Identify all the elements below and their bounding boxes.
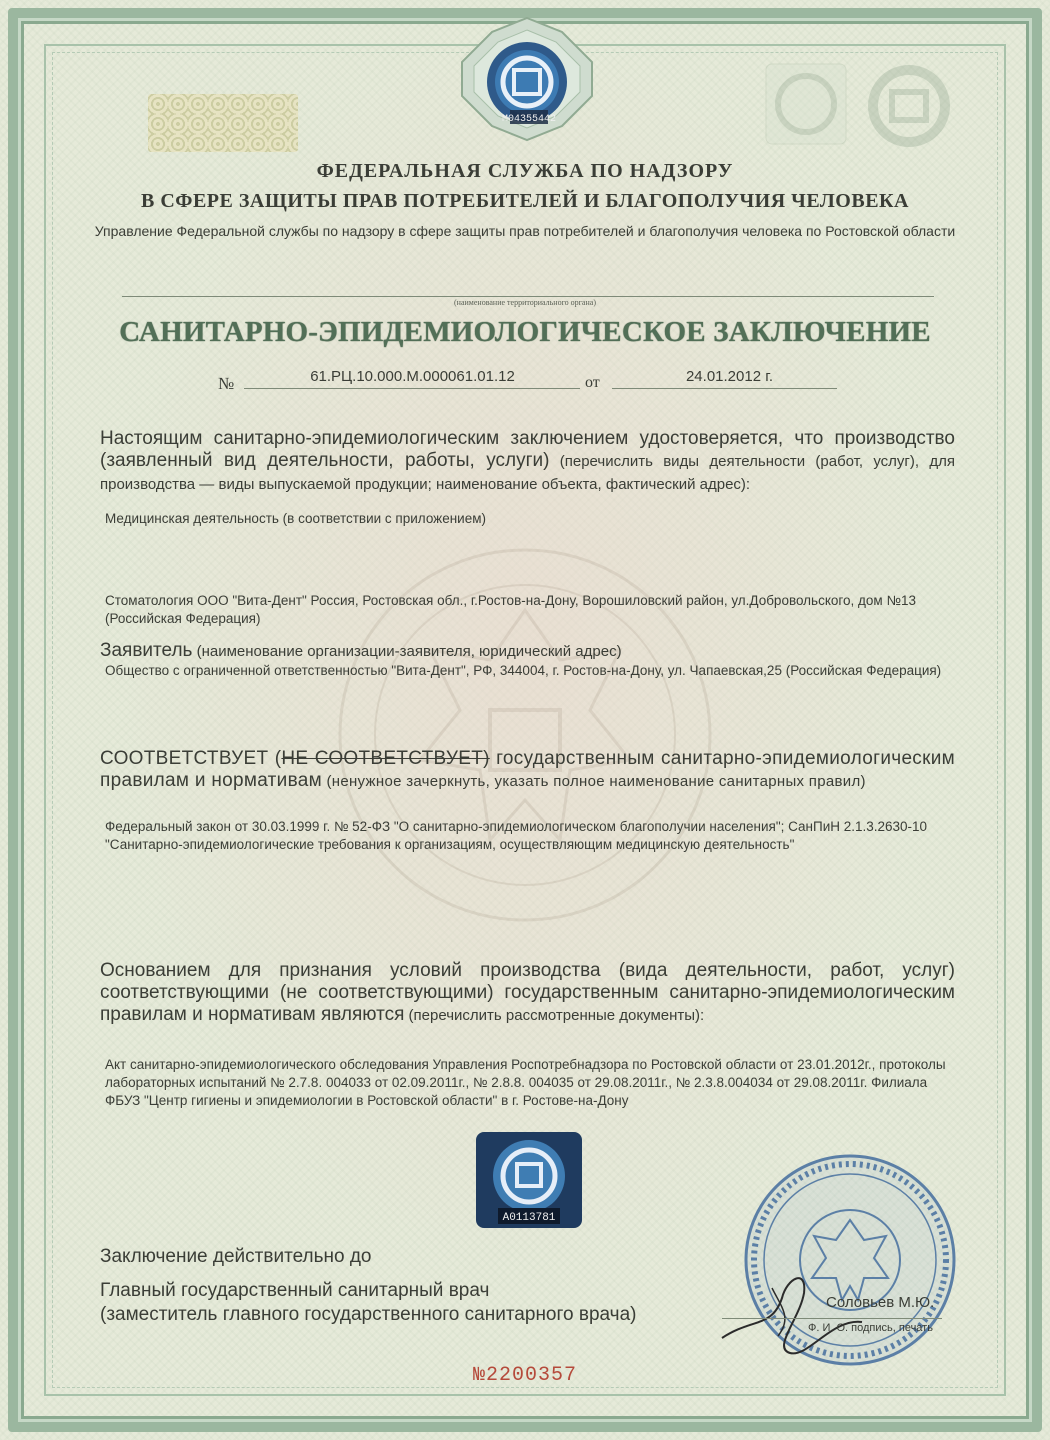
agency-name-line2: В СФЕРЕ ЗАЩИТЫ ПРАВ ПОТРЕБИТЕЛЕЙ И БЛАГОПОЛУЧИЯ ЧЕЛОВЕКА (141, 190, 909, 212)
deputy-chief-title: (заместитель главного государственного санитарного врача) (100, 1304, 637, 1325)
basis-paragraph (100, 960, 955, 1027)
organ-caption: (наименование территориального органа) (454, 298, 596, 307)
emblem-watermark-icon (764, 62, 954, 152)
valid-until-label: Заключение действительно до (100, 1246, 372, 1267)
basis-lead: Основанием для признания условий производства (вида деятельности, работ, услуг) соответствующими (не соответствующими) государственным санитарно-эпидемиологическим правилам и нормативам являются (100, 960, 955, 1025)
number-underline (244, 388, 580, 389)
certification-paragraph (100, 428, 955, 496)
basis-documents: Акт санитарно-эпидемиологического обследования Управления Роспотребнадзора по Ростовской области от 23.01.2012г., протоколы лабораторных испытаний № 2.7.8. 004033 от 02.09.2011г., № 2.8.8. 004035 от 29.08.2011г., № 2.3.8.004034 от 29.08.2011г. Филиала ФБУЗ "Центр гигиены и эпидемиологии в Ростовской области" в г. Ростове-на-Дону (105, 1057, 946, 1108)
date-label: от (585, 374, 600, 391)
hologram-seal-icon (452, 14, 602, 144)
signature-underline (722, 1318, 942, 1319)
document-title: САНИТАРНО-ЭПИДЕМИОЛОГИЧЕСКОЕ ЗАКЛЮЧЕНИЕ (119, 316, 931, 348)
signature-caption: Ф. И. О. подпись, печать (808, 1322, 933, 1334)
chief-doctor-title: Главный государственный санитарный врач (100, 1280, 490, 1301)
date-underline (612, 388, 837, 389)
conformity-rest: государственным санитарно-эпидемиологическим правилам и нормативам (100, 748, 955, 791)
number-label: № (218, 374, 235, 393)
sanitary-rules: Федеральный закон от 30.03.1999 г. № 52-ФЗ "О санитарно-эпидемиологическом благополучии населения"; СанПиН 2.1.3.2630-10 "Санитарно-эпидемиологические требования к организациям, осуществляющим медицинскую деятельность" (105, 819, 928, 852)
applicant-paragraph (100, 640, 955, 663)
hologram-mid-code: А0113781 (502, 1212, 556, 1224)
handwritten-signature-icon (712, 1258, 872, 1368)
conformity-paragraph (100, 748, 955, 793)
agency-name-line1: ФЕДЕРАЛЬНАЯ СЛУЖБА ПО НАДЗОРУ (316, 160, 734, 182)
applicant-value: Общество с ограниченной ответственностью "Вита-Дент", РФ, 344004, г. Ростов-на-Дону, ул. Чапаевская,25 (Российская Федерация) (105, 663, 942, 678)
object-address: Стоматология ООО "Вита-Дент" Россия, Ростовская обл., г.Ростов-на-Дону, Ворошиловский район, ул.Добровольского, дом №13 (Российская Федерация) (105, 593, 916, 626)
applicant-label: Заявитель (100, 640, 193, 661)
form-serial-number: №2200357 (472, 1364, 577, 1387)
guilloche-pattern (148, 94, 298, 152)
certification-hint: (перечислить виды деятельности (работ, услуг), для производства — виды выпускаемой продукции; наименование объекта, фактический адрес): (100, 453, 955, 493)
conformity-hint: (ненужное зачеркнуть, указать полное наименование санитарных правил) (321, 773, 866, 790)
document-number: 61.РЦ.10.000.М.000061.01.12 (310, 368, 515, 385)
hologram-sticker-icon (474, 1130, 584, 1230)
territorial-organ: Управление Федеральной службы по надзору в сфере защиты прав потребителей и благополучия человека по Ростовской области (94, 223, 956, 239)
conformity-struck: НЕ СООТВЕТСТВУЕТ) (281, 748, 490, 769)
applicant-hint: (наименование организации-заявителя, юридический адрес) (192, 643, 622, 660)
signer-name: Соловьев М.Ю. (826, 1294, 935, 1311)
basis-hint: (перечислить рассмотренные документы): (404, 1007, 705, 1024)
organ-underline (122, 296, 934, 297)
conformity-lead: СООТВЕТСТВУЕТ ( (100, 748, 282, 769)
certification-lead: Настоящим санитарно-эпидемиологическим заключением удостоверяется, что производство (заявленный вид деятельности, работы, услуги) (100, 428, 955, 471)
hologram-top-code: М04355442 (501, 114, 557, 125)
activity-value: Медицинская деятельность (в соответствии с приложением) (105, 511, 486, 526)
document-date: 24.01.2012 г. (685, 368, 774, 385)
